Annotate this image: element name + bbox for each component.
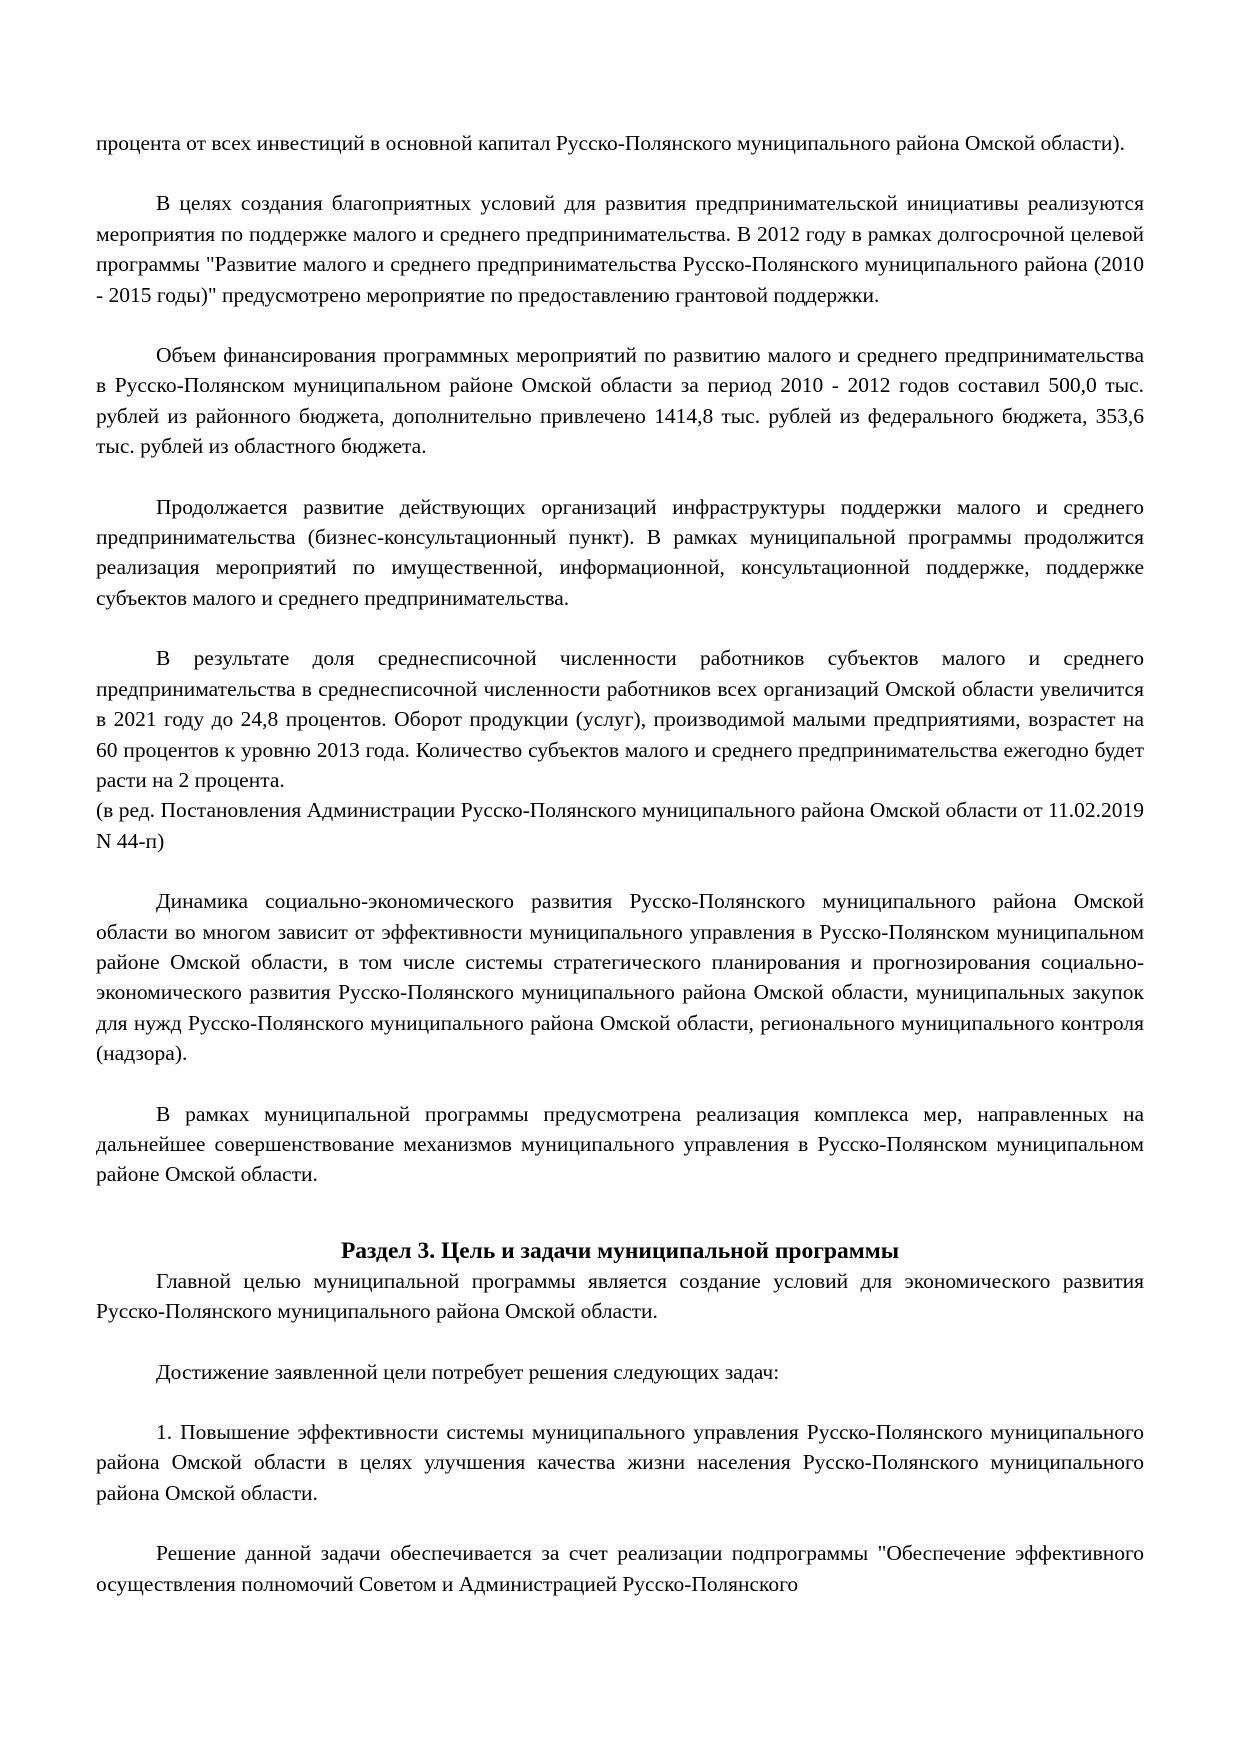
paragraph-main-goal: Главной целью муниципальной программы является создание условий для экономического развития Русско-Полянского муниципального района Омской области. — [96, 1268, 1144, 1324]
section-heading-razdel-3: Раздел 3. Цель и задачи муниципальной программы — [340, 1237, 900, 1264]
paragraph-tasks-intro: Достижение заявленной цели потребует решения следующих задач: — [156, 1359, 780, 1384]
paragraph-socioeconomic-dynamics: Динамика социально-экономического развития Русско-Полянского муниципального района Омской области во многом зависит от эффективности муниципального управления в Русско-Полянском муниципальном районе Омской области, в том числе системы стратегического планирования и прогнозирования социально-экономического развития Русско-Полянского муниципального района Омской области, муниципальных закупок для нужд Русско-Полянского муниципального района Омской области, регионального муниципального контроля (надзора). — [96, 889, 1144, 1066]
paragraph-infrastructure-support: Продолжается развитие действующих организаций инфраструктуры поддержки малого и среднего предпринимательства (бизнес-консультационный пункт). В рамках муниципальной программы продолжится реализация мероприятий по имущественной, информационной, консультационной поддержке, поддержке субъектов малого и среднего предпринимательства. — [96, 494, 1144, 610]
list-item-task-1: 1. Повышение эффективности системы муниципального управления Русско-Полянского муниципального района Омской области в целях улучшения качества жизни населения Русско-Полянского муниципального района Омской области. — [96, 1420, 1144, 1505]
paragraph-subprogram-solution: Решение данной задачи обеспечивается за счет реализации подпрограммы "Обеспечение эффективного осуществления полномочий Советом и Администрацией Русско-Полянского — [96, 1541, 1144, 1596]
paragraph-measures-complex: В рамках муниципальной программы предусмотрена реализация комплекса мер, направленных на дальнейшее совершенствование механизмов муниципального управления в Русско-Полянском муниципальном районе Омской области. — [96, 1101, 1144, 1187]
paragraph-funding-volume: Объем финансирования программных мероприятий по развитию малого и среднего предпринимательства в Русско-Полянском муниципальном районе Омской области за период 2010 - 2012 годов составил 500,0 тыс. рублей из районного бюджета, дополнительно привлечено 1414,8 тыс. рублей из федерального бюджета, 353,6 тыс. рублей из областного бюджета. — [96, 343, 1144, 459]
paragraph-small-business-initiative: В целях создания благоприятных условий для развития предпринимательской инициативы реализуются мероприятия по поддержке малого и среднего предпринимательства. В 2012 году в рамках долгосрочной целевой программы "Развитие малого и среднего предпринимательства Русско-Полянского муниципального района (2010 - 2015 годы)" предусмотрено мероприятие по предоставлению грантовой поддержки. — [96, 191, 1144, 307]
document-body — [96, 128, 1144, 1599]
amendment-note: (в ред. Постановления Администрации Русско-Полянского муниципального района Омской области от 11.02.2019 N 44-п) — [96, 798, 1144, 853]
paragraph-employment-share-result: В результате доля среднесписочной численности работников субъектов малого и среднего предпринимательства в среднесписочной численности работников всех организаций Омской области увеличится в 2021 году до 24,8 процентов. Оборот продукции (услуг), производимой малыми предприятиями, возрастет на 60 процентов к уровню 2013 года. Количество субъектов малого и среднего предпринимательства ежегодно будет расти на 2 процента. — [96, 646, 1144, 792]
paragraph-continuation: процента от всех инвестиций в основной капитал Русско-Полянского муниципального района Омской области). — [96, 131, 1125, 155]
